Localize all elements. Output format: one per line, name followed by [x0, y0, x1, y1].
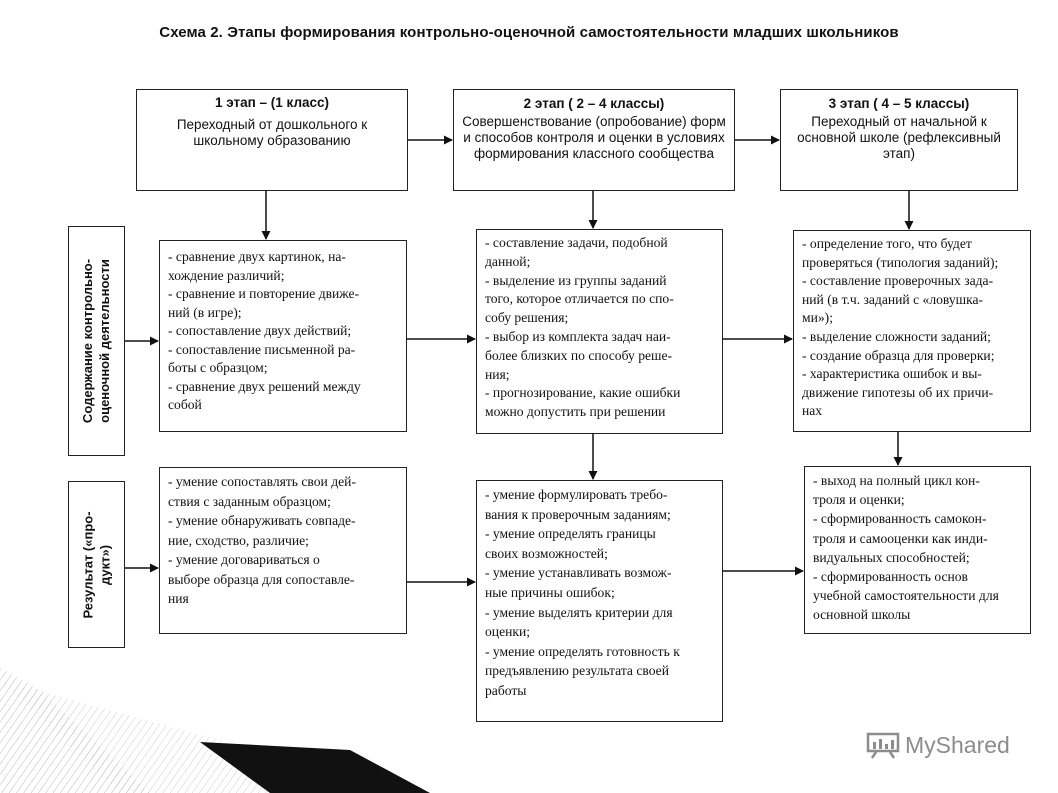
content-line: более близких по способу реше-: [485, 347, 673, 363]
content-line: - составление проверочных зада-: [802, 273, 994, 289]
content-line: данной;: [485, 253, 531, 269]
result-line: - сформированность основ: [813, 569, 968, 585]
content-line: ми»);: [802, 310, 833, 326]
stage-heading: 1 этап – (1 класс): [214, 95, 330, 110]
presentation-board-icon: [866, 731, 900, 759]
page-title: Схема 2. Этапы формирования контрольно-оценочной самостоятельности младших школьников: [159, 24, 899, 41]
stage-description: Переходный от начальной к основной школе (рефлексивный этап): [797, 114, 1001, 161]
result-line: - умение устанавливать возмож-: [485, 565, 672, 581]
result-box-1: [159, 467, 407, 634]
stage-description: Совершенствование (опробование) форм и способов контроля и оценки в условиях формирования классного сообщества: [462, 114, 726, 161]
content-line: - прогнозирование, какие ошибки: [485, 385, 681, 401]
watermark: [866, 731, 1010, 759]
result-line: - выход на полный цикл кон-: [813, 473, 980, 488]
content-line: - выделение сложности заданий;: [802, 328, 991, 344]
result-line: - сформированность самокон-: [813, 511, 987, 527]
content-line: собу решения;: [485, 310, 569, 326]
stage-heading: 2 этап ( 2 – 4 классы): [523, 96, 665, 111]
result-line: - умение договариваться о: [168, 552, 320, 567]
corner-decoration: [0, 668, 430, 793]
result-line: вания к проверочным заданиям;: [485, 506, 671, 522]
result-line: учебной самостоятельности для: [813, 588, 999, 604]
stage-box-1: [136, 89, 408, 191]
result-line: - умение сопоставлять свои дей-: [168, 474, 356, 489]
result-box-3: [804, 466, 1031, 634]
result-line: ствия с заданным образцом;: [168, 493, 331, 509]
result-line: выборе образца для сопоставле-: [168, 571, 355, 587]
content-line: ний (в т.ч. заданий с «ловушка-: [802, 291, 984, 307]
side-label-result-line: дукт»): [97, 544, 113, 585]
content-box-3: [793, 230, 1031, 432]
result-line: троля и оценки;: [813, 492, 905, 508]
side-label-result: [68, 481, 125, 648]
watermark-text: MyShared: [905, 731, 1010, 758]
side-label-result-line: Результат («про-: [80, 510, 96, 619]
content-line: хождение различий;: [168, 267, 285, 283]
content-line: проверяться (типология заданий);: [802, 254, 999, 270]
stage-box-3: [780, 89, 1018, 191]
content-line: того, которое отличается по спо-: [485, 291, 674, 307]
result-line: - умение определять границы: [485, 526, 656, 542]
content-line: ния;: [485, 366, 510, 382]
result-line: предъявлению результата своей: [485, 663, 669, 679]
result-line: ные причины ошибок;: [485, 584, 615, 600]
side-label-content: [68, 226, 125, 456]
result-line: - умение определять готовность к: [485, 643, 680, 659]
content-line: ний (в игре);: [168, 304, 242, 320]
side-label-content-line: оценочной деятельности: [97, 259, 113, 423]
stage-description: Переходный от дошкольного к школьному образованию: [176, 117, 368, 148]
content-line: нах: [802, 403, 823, 419]
content-line: движение гипотезы об их причи-: [802, 384, 994, 400]
result-line: своих возможностей;: [485, 545, 608, 561]
content-box-2: [476, 229, 723, 434]
side-label-content-line: Содержание контрольно-: [80, 258, 96, 424]
content-line: - выделение из группы заданий: [485, 272, 667, 288]
content-line: - создание образца для проверки;: [802, 347, 995, 363]
content-line: можно допустить при решении: [485, 404, 666, 420]
result-line: основной школы: [813, 607, 911, 623]
content-line: - сопоставление письменной ра-: [168, 341, 356, 357]
result-line: ние, сходство, различие;: [168, 532, 309, 548]
content-line: боты с образцом;: [168, 360, 268, 375]
result-line: видуальных способностей;: [813, 549, 970, 565]
content-line: собой: [168, 397, 202, 412]
result-line: - умение выделять критерии для: [485, 604, 673, 620]
content-box-1: [159, 240, 407, 432]
content-line: - сопоставление двух действий;: [168, 323, 352, 338]
content-line: - сравнение и повторение движе-: [168, 286, 360, 301]
stage-box-2: [453, 89, 735, 191]
result-line: троля и самооценки как инди-: [813, 530, 988, 546]
result-line: оценки;: [485, 624, 531, 640]
content-line: - характеристика ошибок и вы-: [802, 366, 982, 382]
result-box-2: [476, 480, 723, 722]
result-line: ния: [168, 591, 189, 606]
content-line: - сравнение двух картинок, на-: [168, 249, 346, 264]
result-line: - умение обнаруживать совпаде-: [168, 513, 356, 528]
content-line: - составление задачи, подобной: [485, 235, 668, 250]
content-line: - выбор из комплекта задач наи-: [485, 328, 671, 344]
result-line: - умение формулировать требо-: [485, 487, 668, 502]
content-line: - определение того, что будет: [802, 236, 972, 251]
stage-heading: 3 этап ( 4 – 5 классы): [828, 96, 970, 111]
result-line: работы: [485, 682, 527, 698]
content-line: - сравнение двух решений между: [168, 378, 361, 394]
